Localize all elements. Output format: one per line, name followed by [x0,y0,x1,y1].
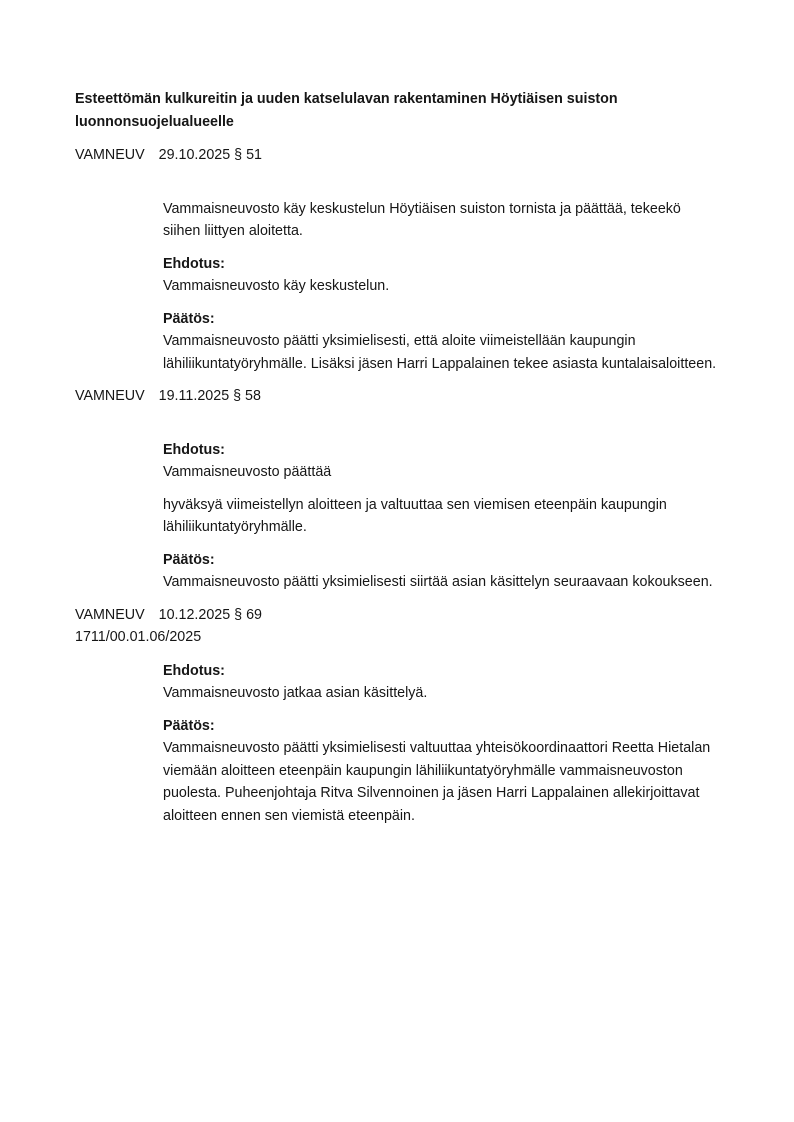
section-heading [75,604,736,627]
section-vamneuv-51 [75,144,736,375]
meeting-reference: 10.12.2025 § 69 [158,606,263,623]
diary-number: 1711/00.01.06/2025 [75,629,202,645]
meeting-reference: 29.10.2025 § 51 [158,147,263,163]
proposal-text-continued: hyväksyä viimeistellyn aloitteen ja valtuuttaa sen viemisen eteenpäin kaupungin lähiliikuntatyöryhmälle. [163,496,667,535]
section-body [163,660,720,828]
org-code: VAMNEUV [75,388,145,404]
section-body [163,439,720,594]
proposal-label: Ehdotus: [163,255,225,272]
proposal-text: Vammaisneuvosto jatkaa asian käsittelyä. [163,685,428,701]
intro-paragraph: Vammaisneuvosto käy keskustelun Höytiäisen suiston tornista ja päättää, tekeekö siihen liittyen aloitetta. [163,200,681,239]
section-body [163,198,720,376]
proposal-text: Vammaisneuvosto käy keskustelun. [163,278,390,294]
section-heading [75,385,736,408]
proposal-label: Ehdotus: [163,662,225,679]
org-code: VAMNEUV [75,147,145,163]
decision-text: Vammaisneuvosto päätti yksimielisesti valtuuttaa yhteisökoordinaattori Reetta Hietalan viemään aloitteen eteenpäin kaupungin lähiliikuntatyöryhmälle vammaisneuvoston puolesta. Puheenjohtaja Ritva Silvennoinen ja jäsen Harri Lappalainen allekirjoittavat aloitteen ennen sen viemistä eteenpäin. [163,740,711,824]
decision-text: Vammaisneuvosto päätti yksimielisesti siirtää asian käsittelyn seuraavaan kokoukseen. [163,574,713,590]
section-vamneuv-69 [75,604,736,828]
decision-label: Päätös: [163,717,215,734]
document-title: Esteettömän kulkureitin ja uuden katselulavan rakentaminen Höytiäisen suiston luonnonsuojelualueelle [75,91,618,130]
meeting-reference: 19.11.2025 § 58 [158,388,261,404]
proposal-label: Ehdotus: [163,441,225,458]
section-vamneuv-58 [75,385,736,594]
decision-label: Päätös: [163,551,215,568]
proposal-text: Vammaisneuvosto päättää [163,464,332,480]
decision-label: Päätös: [163,310,215,327]
section-heading [75,144,736,167]
org-code: VAMNEUV [75,606,145,623]
decision-text: Vammaisneuvosto päätti yksimielisesti, että aloite viimeistellään kaupungin lähiliikuntatyöryhmälle. Lisäksi jäsen Harri Lappalainen tekee asiasta kuntalaisaloitteen. [163,333,717,372]
